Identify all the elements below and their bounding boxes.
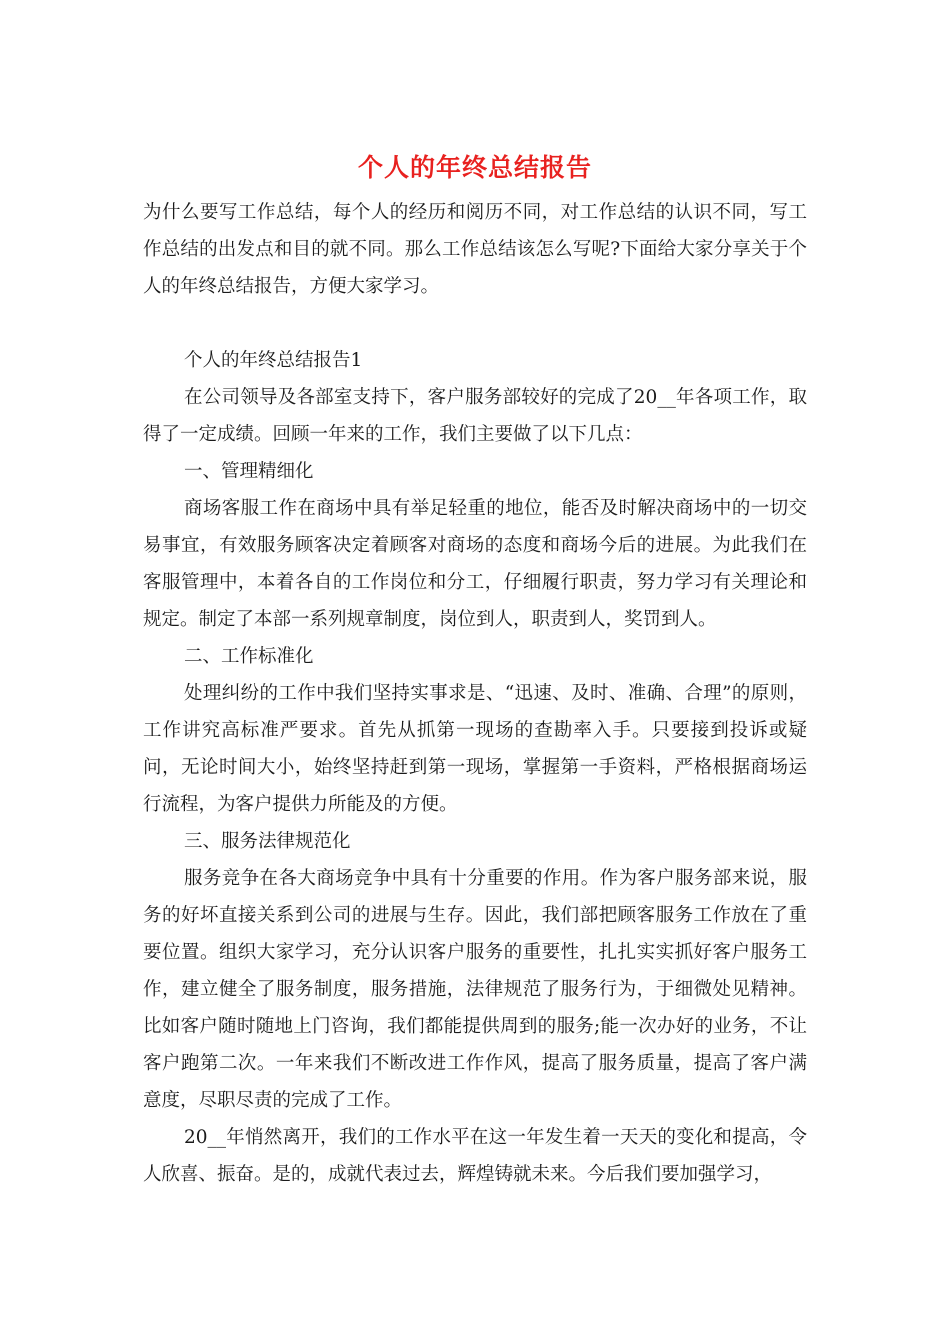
document-title: 个人的年终总结报告 — [357, 153, 592, 182]
intro-paragraph: 为什么要写工作总结，每个人的经历和阅历不同，对工作总结的认识不同，写工作总结的出发点和目的就不同。那么工作总结该怎么写呢?下面给大家分享关于个人的年终总结报告，方便大家学习。 — [143, 202, 807, 297]
body-paragraph-3: 处理纠纷的工作中我们坚持实事求是、“迅速、及时、准确、合理”的原则，工作讲究高标准严要求。首先从抓第一现场的查勘率入手。只要接到投诉或疑问，无论时间大小，始终坚持赶到第一现场，掌握第一手资料，严格根据商场运行流程，为客户提供力所能及的方便。 — [143, 683, 807, 815]
body-paragraph-1: 在公司领导及各部室支持下，客户服务部较好的完成了20__年各项工作，取得了一定成绩。回顾一年来的工作，我们主要做了以下几点： — [143, 387, 807, 445]
body-paragraph-5: 20__年悄然离开，我们的工作水平在这一年发生着一天天的变化和提高，令人欣喜、振奋。是的，成就代表过去，辉煌铸就未来。今后我们要加强学习， — [143, 1127, 807, 1185]
heading-standardization: 二、工作标准化 — [184, 646, 314, 667]
document-body — [143, 194, 807, 1193]
heading-management: 一、管理精细化 — [184, 461, 314, 482]
body-paragraph-2: 商场客服工作在商场中具有举足轻重的地位，能否及时解决商场中的一切交易事宜，有效服务顾客决定着顾客对商场的态度和商场今后的进展。为此我们在客服管理中，本着各自的工作岗位和分工，仔细履行职责，努力学习有关理论和规定。制定了本部一系列规章制度，岗位到人，职责到人，奖罚到人。 — [143, 498, 807, 630]
paragraph-spacer — [143, 305, 807, 342]
body-paragraph-4: 服务竞争在各大商场竞争中具有十分重要的作用。作为客户服务部来说，服务的好坏直接关系到公司的进展与生存。因此，我们部把顾客服务工作放在了重要位置。组织大家学习，充分认识客户服务的重要性，扎扎实实抓好客户服务工作，建立健全了服务制度，服务措施，法律规范了服务行为，于细微处见精神。比如客户随时随地上门咨询，我们都能提供周到的服务;能一次办好的业务，不让客户跑第二次。一年来我们不断改进工作作风，提高了服务质量，提高了客户满意度，尽职尽责的完成了工作。 — [143, 868, 807, 1111]
section-title: 个人的年终总结报告1 — [184, 350, 363, 371]
heading-service-law: 三、服务法律规范化 — [184, 831, 351, 852]
